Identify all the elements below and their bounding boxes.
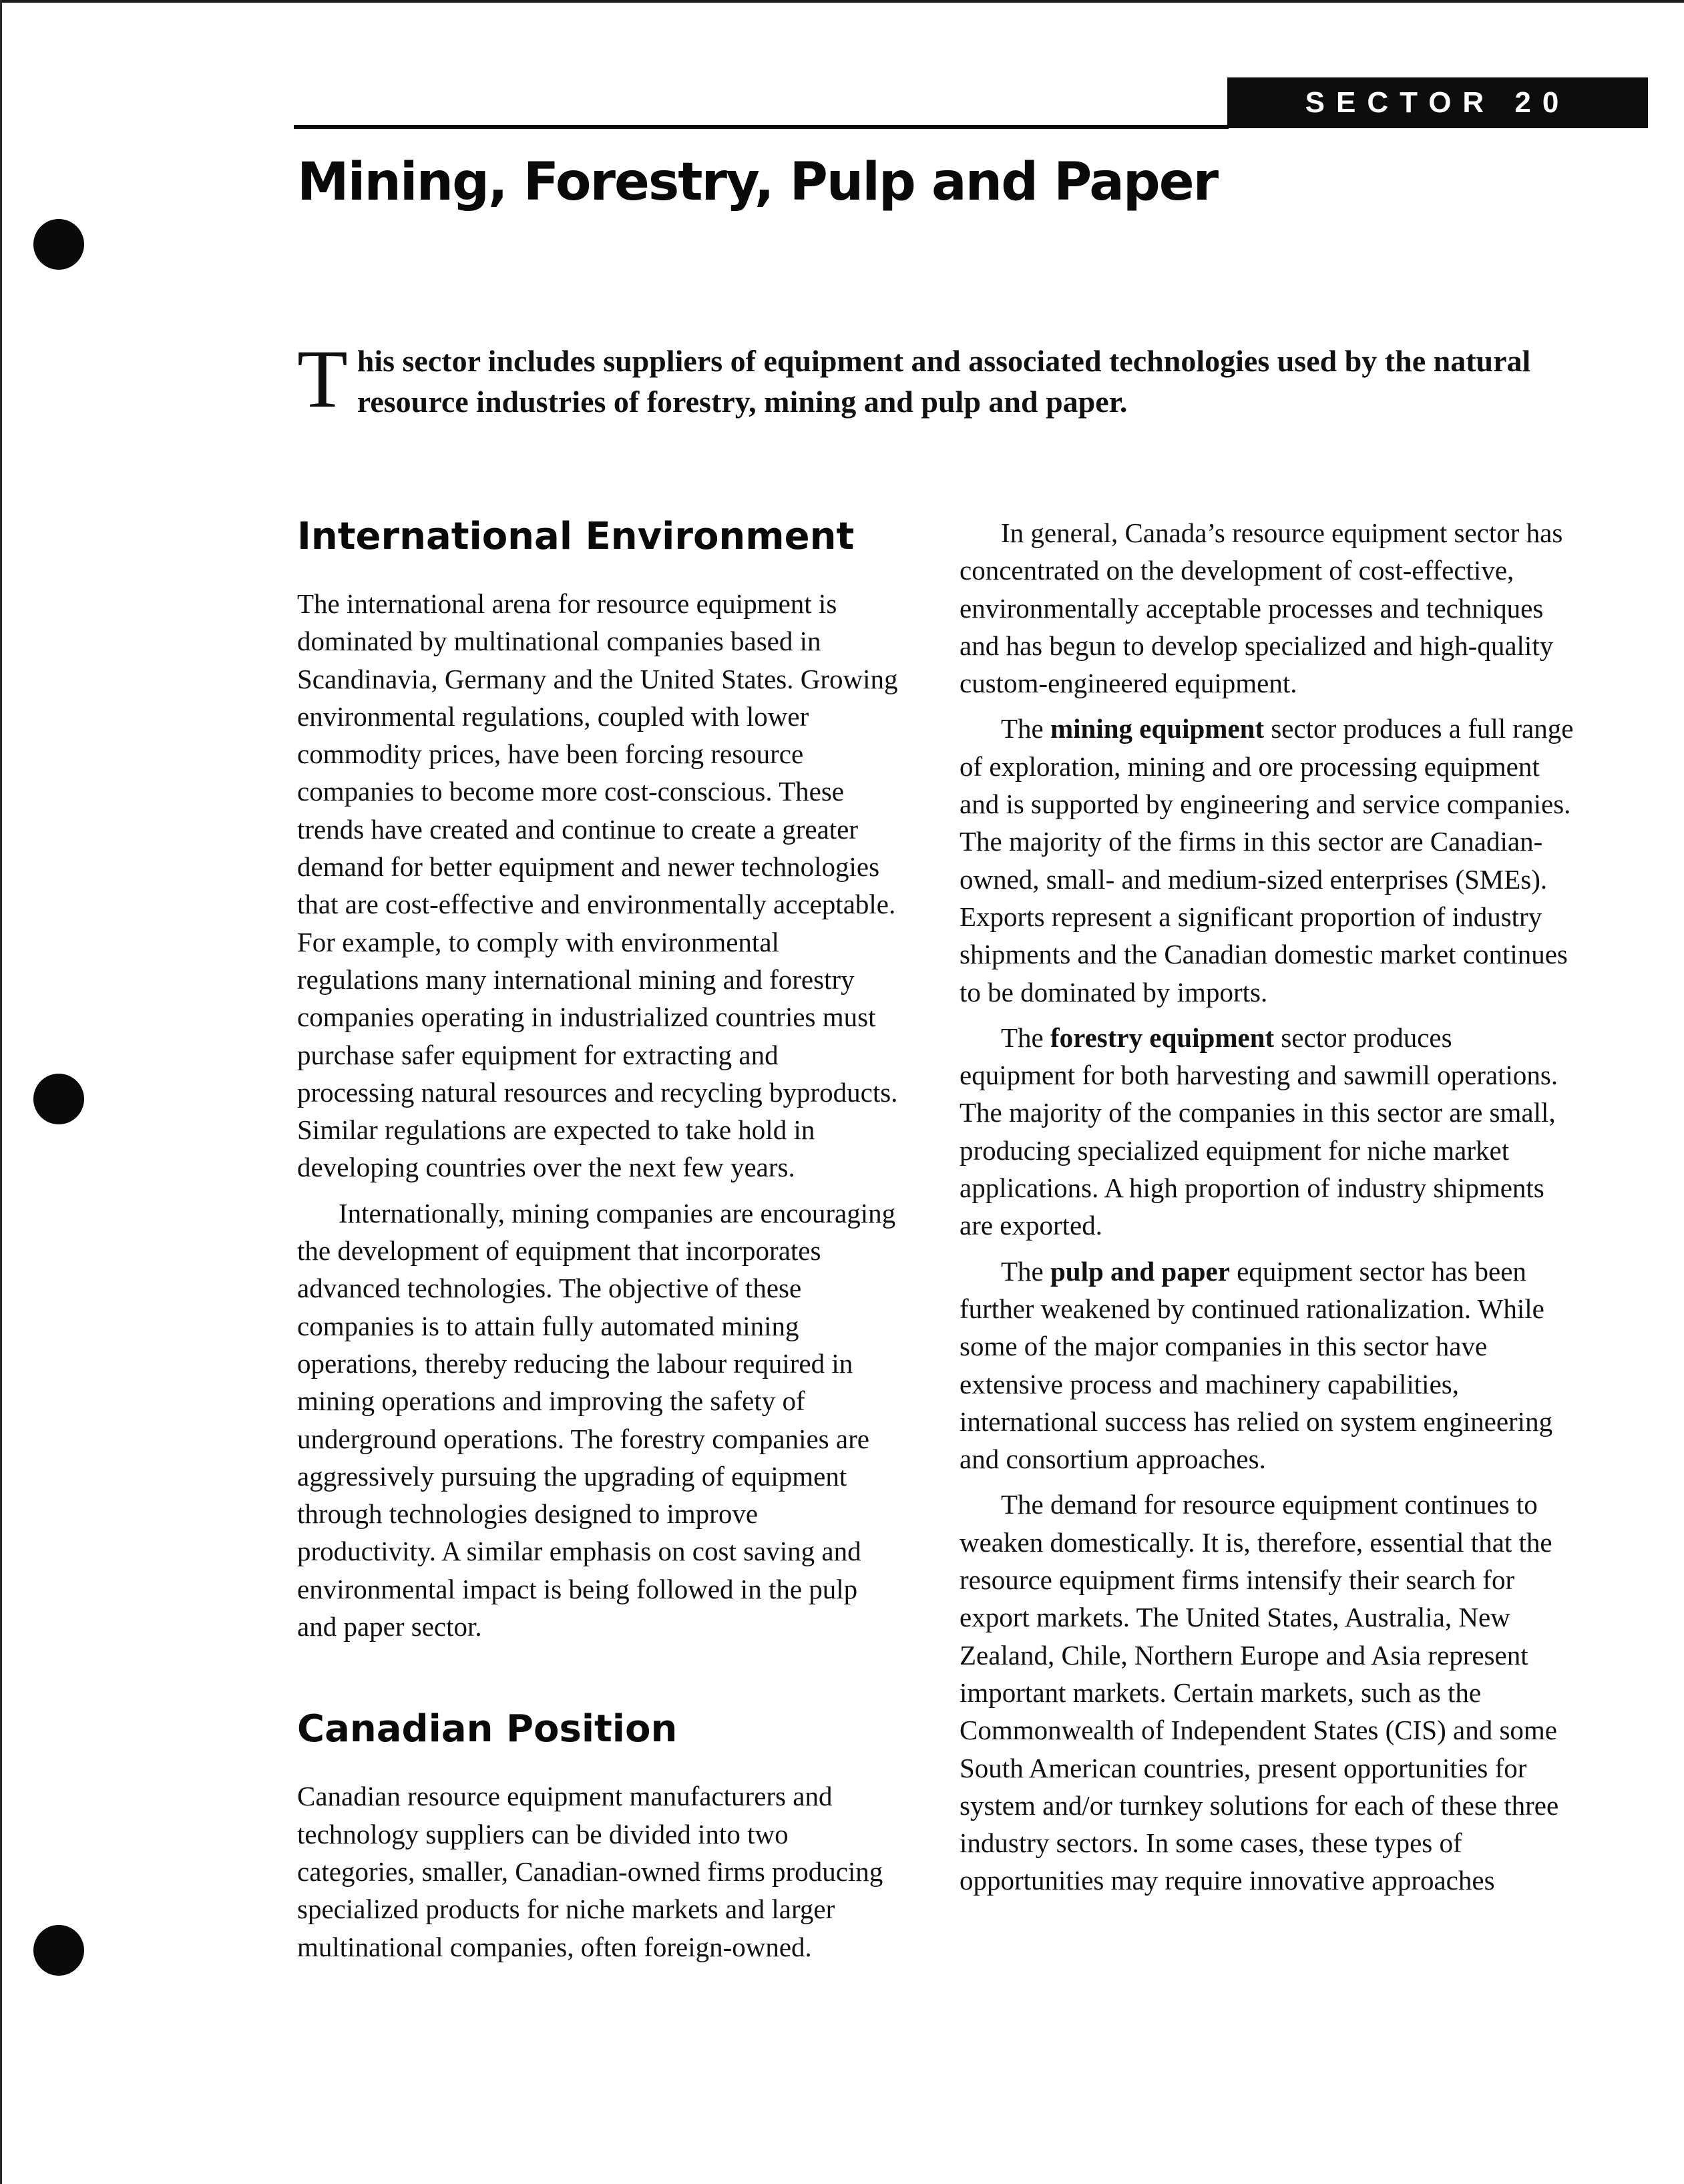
mining-rest: sector produces a full range of exploration, mining and ore processing equipment and is supported by engineering and service companies. The majority of the firms in this sector are Canadian-owned, small- and medium-sized enterprises (SMEs). Exports represent a significant proportion of industry shipments and the Canadian domestic market continues to be dominated by imports. (960, 713, 1574, 1008)
forestry-rest: sector produces equipment for both harvesting and sawmill operations. The majority of the companies in this sector are small, producing specialized equipment for niche market applications. A high proportion of industry shipments are exported. (960, 1022, 1558, 1241)
punch-hole-middle (33, 1074, 84, 1124)
intro-paragraph (297, 333, 1566, 425)
scan-left-edge (0, 0, 2, 2184)
header-rule (294, 125, 1229, 129)
mining-equipment-term: mining equipment (1050, 713, 1265, 744)
international-environment-heading: International Environment (297, 515, 855, 558)
punch-hole-top (33, 219, 84, 270)
forestry-equipment-paragraph (960, 1019, 1574, 1245)
forestry-lead: The (1001, 1022, 1050, 1053)
forestry-equipment-term: forestry equipment (1050, 1022, 1275, 1053)
punch-hole-bottom (33, 1925, 84, 1976)
scan-top-edge (0, 0, 1684, 3)
export-markets-paragraph: The demand for resource equipment continues to weaken domestically. It is, therefore, essential that the resource equipment firms intensify their search for export markets. The United States, Australia, New Zealand, Chile, Northern Europe and Asia represent important markets. Certain markets, such as the Commonwealth of Independent States (CIS) and some South American countries, present opportunities for system and/or turnkey solutions for each of these three industry sectors. In some cases, these types of opportunities may require innovative approaches (960, 1489, 1559, 1896)
pulp-and-paper-paragraph (960, 1253, 1574, 1478)
mining-lead: The (1001, 713, 1050, 744)
international-environment-paragraph-1: The international arena for resource equipment is dominated by multinational companies based in Scandinavia, Germany and the United States. Growing environmental regulations, coupled with lower commodity prices, have been forcing resource companies to become more cost-conscious. These trends have created and continue to create a greater demand for better equipment and newer technologies that are cost-effective and environmentally acceptable. For example, to comply with environmental regulations many international mining and forestry companies operating in industrialized countries must purchase safer equipment for extracting and processing natural resources and recycling byproducts. Similar regulations are expected to take hold in developing countries over the next few years. (297, 588, 898, 1183)
pulp-and-paper-term: pulp and paper (1050, 1255, 1230, 1287)
page-title: Mining, Forestry, Pulp and Paper (297, 152, 1218, 212)
right-column (960, 514, 1574, 1908)
international-environment-paragraph-2: Internationally, mining companies are encouraging the development of equipment that incorporates advanced technologies. The objective of these companies is to attain fully automated mining operations, thereby reducing the labour required in mining operations and improving the safety of underground operations. The forestry companies are aggressively pursuing the upgrading of equipment through technologies designed to improve productivity. A similar emphasis on cost saving and environmental impact is being followed in the pulp and paper sector. (297, 1197, 896, 1643)
sector-badge: SECTOR 20 (1227, 77, 1648, 128)
drop-cap: T (297, 333, 348, 425)
pulp-lead: The (1001, 1255, 1050, 1287)
pulp-rest: equipment sector has been further weakened by continued rationalization. While some of the major companies in this sector have extensive process and machinery capabilities, international success has relied on system engineering and consortium approaches. (960, 1255, 1553, 1475)
canadian-position-heading: Canadian Position (297, 1707, 678, 1751)
canadian-position-paragraph-1: Canadian resource equipment manufacturers and technology suppliers can be divided into two categories, smaller, Canadian-owned firms producing specialized products for niche markets and larger multinational companies, often foreign-owned. (297, 1781, 883, 1962)
left-column (297, 514, 898, 1974)
intro-text: his sector includes suppliers of equipment and associated technologies used by the natural resource industries of forestry, mining and pulp and paper. (357, 344, 1531, 419)
mining-equipment-paragraph (960, 710, 1574, 1010)
general-paragraph: In general, Canada’s resource equipment sector has concentrated on the development of cost-effective, environmentally acceptable processes and techniques and has begun to develop specialized and high-quality custom-engineered equipment. (960, 517, 1563, 699)
